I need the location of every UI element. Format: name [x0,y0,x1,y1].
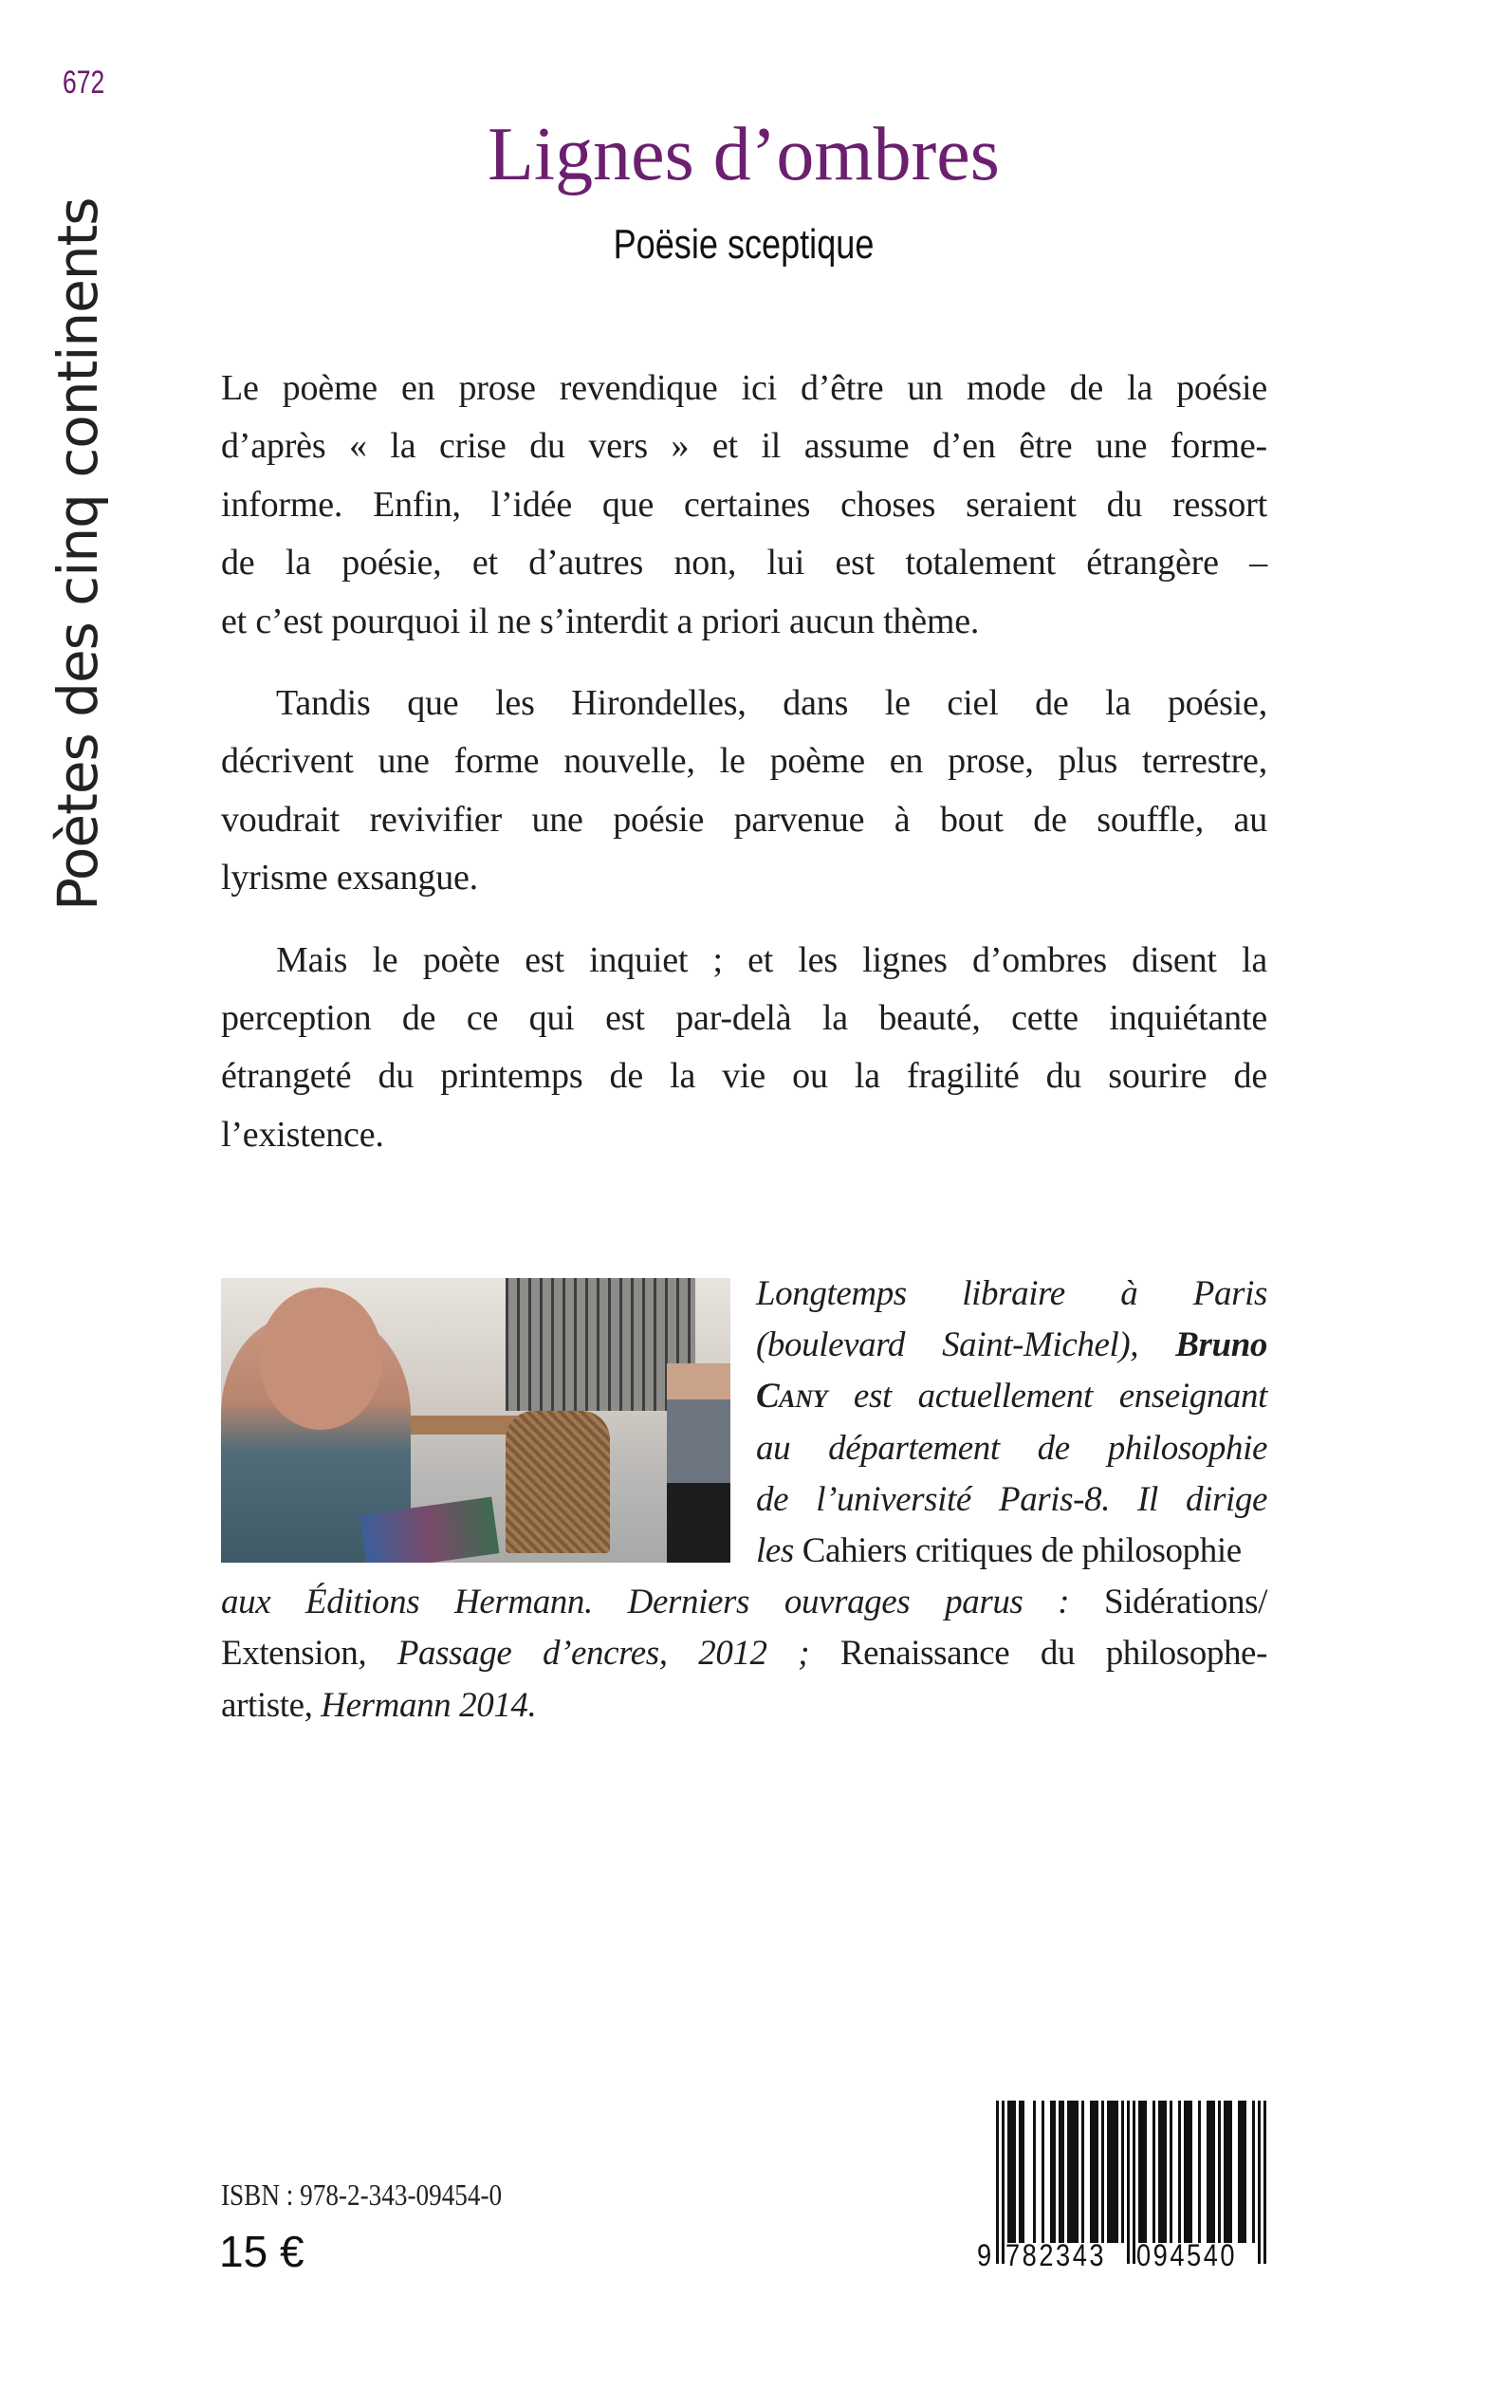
barcode-bar [1033,2101,1036,2243]
bio-text: les [756,1530,802,1570]
bio-line [221,1577,1267,1628]
barcode-bar [1252,2101,1255,2243]
paragraph-line: informe. Enfin, l’idée que certaines choses seraient du ressort [221,484,1267,525]
paragraph-line: lyrisme exsangue. [221,858,478,898]
barcode-bar [1070,2101,1073,2243]
barcode-bar [1144,2101,1147,2243]
bio-text: Extension [221,1634,359,1674]
barcode-digit-first: 9 [977,2238,994,2272]
barcode-bar [1244,2101,1246,2243]
isbn: ISBN : 978-2-343-09454-0 [221,2177,503,2212]
bio-text: Sidérations/ [1104,1583,1267,1622]
paragraph-line: Mais le poète est inquiet ; et les lignes d’ombres disent la [276,939,1267,980]
barcode-bar [1050,2101,1053,2243]
bio-line [756,1371,1267,1422]
barcode-bar [1101,2101,1104,2243]
bio-line [756,1320,1267,1371]
book-title: Lignes d’ombres [488,113,1000,196]
barcode-bar [1067,2101,1070,2243]
barcode-bar [1152,2101,1155,2243]
barcode-bar [1141,2101,1144,2243]
bio-text: , Passage d’encres, 2012 ; [358,1634,840,1674]
bio-text: Longtemps libraire à Paris [756,1274,1267,1313]
paragraph-line: étrangeté du printemps de la vie ou la fragilité du sourire de [221,1056,1267,1097]
barcode-bar [1263,2101,1266,2264]
bio-text: (boulevard Saint-Michel), [756,1325,1176,1365]
barcode-bar [1207,2101,1209,2243]
paragraph-line: Le poème en prose revendique ici d’être un mode de la poésie [221,368,1267,408]
barcode-bar [1073,2101,1076,2243]
barcode-bar [1113,2101,1116,2243]
bio-line [756,1474,1267,1526]
paragraph-line: perception de ce qui est par-delà la beauté, cette inquiétante [221,997,1267,1038]
bio-text: de l’université Paris-8. Il dirige [756,1479,1267,1519]
barcode-bar [1127,2101,1130,2264]
barcode-bar [1010,2101,1013,2243]
barcode [977,2101,1271,2271]
paragraph [221,675,1267,908]
paragraph-line: décrivent une forme nouvelle, le poème en prose, plus terrestre, [221,741,1267,782]
barcode-bar [1081,2101,1084,2243]
book-subtitle: Poësie sceptique [613,221,875,268]
barcode-bar [1178,2101,1181,2243]
paragraph-line: d’après « la crise du vers » et il assume d’en être une forme- [221,426,1267,467]
barcode-bar [1059,2101,1061,2243]
barcode-bar [1164,2101,1167,2243]
barcode-bar [1076,2101,1079,2243]
barcode-bar [1002,2101,1005,2264]
barcode-bar [1053,2101,1056,2243]
author-name: Bruno [1175,1325,1267,1365]
paragraph-line: voudrait revivifier une poésie parvenue à bout de souffle, au [221,799,1267,840]
barcode-bar [1061,2101,1064,2243]
barcode-bar [1184,2101,1187,2243]
barcode-bar [1110,2101,1113,2243]
price: 15 € [219,2227,304,2276]
bio-line [756,1423,1267,1474]
barcode-bar [1158,2101,1161,2243]
barcode-bar [1258,2101,1261,2264]
barcode-bar [1212,2101,1215,2243]
paragraph-line: de la poésie, et d’autres non, lui est totalement étrangère – [221,543,1267,583]
paragraph [221,360,1267,651]
bio-line [221,1680,1267,1732]
series-name-spine: Poètes des cinq continents [46,197,110,911]
paragraph-line: et c’est pourquoi il ne s’interdit a priori aucun thème. [221,601,980,641]
author-bio [221,1269,1267,1732]
barcode-bar [1022,2101,1024,2243]
barcode-bar [1229,2101,1232,2243]
barcode-bar [1121,2101,1124,2243]
barcode-bar [996,2101,999,2264]
barcode-bar [1189,2101,1192,2243]
barcode-bar [1238,2101,1241,2243]
bio-line [756,1269,1267,1320]
paragraph-line: Tandis que les Hirondelles, dans le ciel de la poésie, [276,682,1267,723]
bio-line [756,1526,1267,1577]
barcode-bar [1107,2101,1110,2243]
barcode-bar [1209,2101,1212,2243]
barcode-bar [1090,2101,1093,2243]
series-number: 672 [63,65,105,101]
barcode-bar [1042,2101,1044,2243]
bio-text: Renaissance du philosophe- [839,1634,1268,1674]
barcode-bar [1224,2101,1226,2243]
author-name: Cany [756,1377,828,1417]
bio-text: Cahiers critiques de philosophie [802,1530,1242,1570]
paragraph [221,932,1267,1165]
barcode-bar [1096,2101,1098,2243]
barcode-bar [1226,2101,1229,2243]
bio-text: artiste [221,1685,304,1725]
bio-line [221,1628,1267,1679]
barcode-bar [1019,2101,1022,2243]
barcode-bar [1187,2101,1189,2243]
barcode-digits-right: 094540 [1136,2238,1238,2272]
barcode-bar [1170,2101,1172,2243]
barcode-digits-left: 782343 [1005,2238,1107,2272]
barcode-bar [1133,2101,1135,2264]
barcode-bar [1007,2101,1010,2243]
bio-text: , Hermann 2014. [304,1685,537,1725]
barcode-bar [1138,2101,1141,2243]
paragraph-line: l’existence. [221,1114,384,1155]
bio-text: aux Éditions Hermann. Derniers ouvrages parus : [221,1583,1105,1622]
barcode-bar [1218,2101,1221,2243]
barcode-bar [1198,2101,1201,2243]
barcode-bar [1241,2101,1244,2243]
barcode-bar [1116,2101,1118,2243]
blurb-text [221,360,1267,1188]
barcode-bar [1013,2101,1016,2243]
barcode-bar [1093,2101,1096,2243]
barcode-bar [1161,2101,1164,2243]
bio-text: est actuellement enseignant [827,1377,1267,1417]
bio-text: au département de philosophie [756,1428,1267,1468]
